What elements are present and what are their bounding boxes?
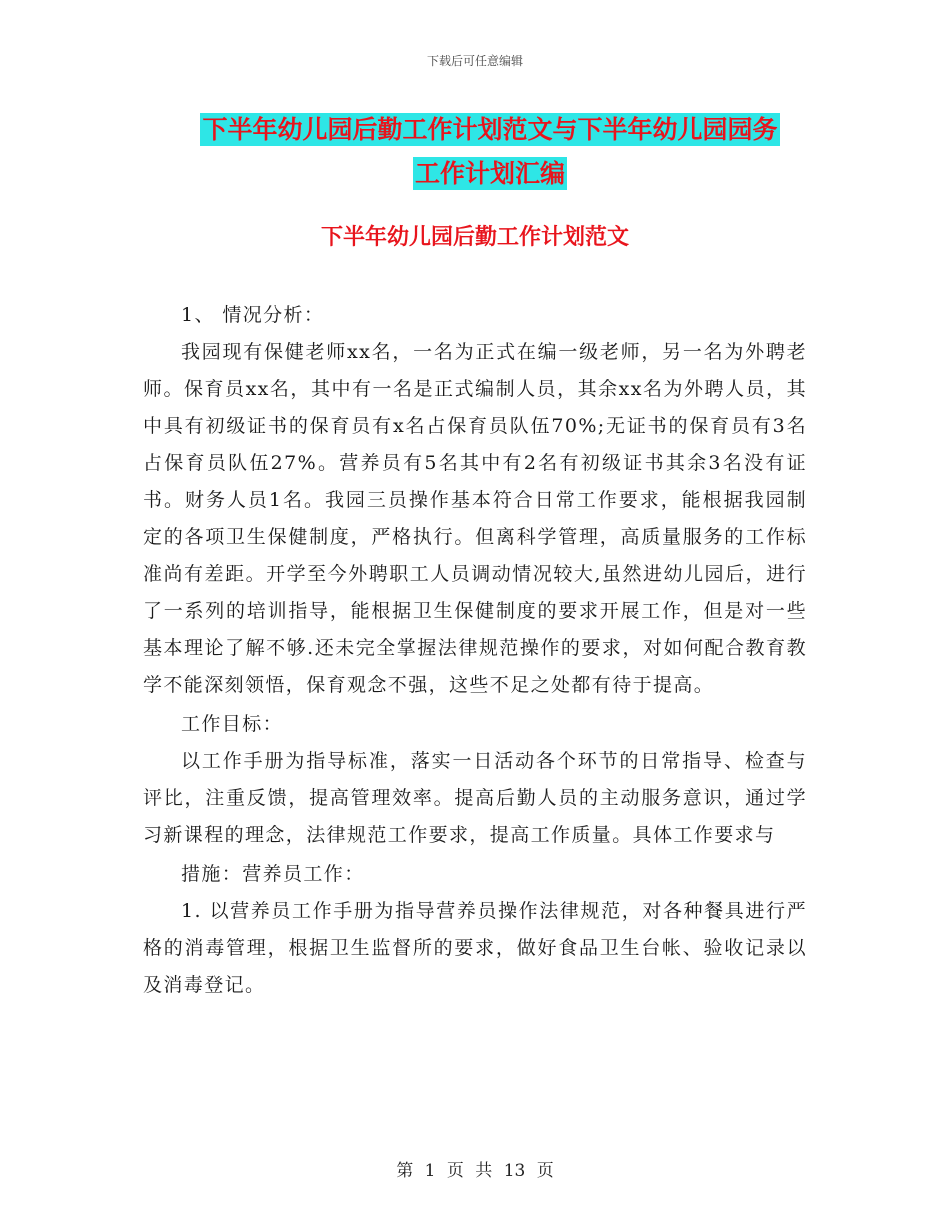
paragraph-goal-heading: 工作目标： bbox=[181, 713, 284, 735]
title-line-2: 工作计划汇编 bbox=[414, 159, 565, 188]
document-body bbox=[143, 297, 807, 1004]
paragraph-situation-heading: 1、 情况分析： bbox=[181, 304, 325, 326]
page-footer: 第 1 页 共 13 页 bbox=[396, 1161, 554, 1181]
paragraph-situation: 我园现有保健老师xx名，一名为正式在编一级老师，另一名为外聘老师。保育员xx名，其中有一名是正式编制人员，其余xx名为外聘人员，其中具有初级证书的保育员有x名占保育员队伍70%;无证书的保育员有3名占保育员队伍27%。营养员有5名其中有2名有初级证书其余3名没有证书。财务人员1名。我园三员操作基本符合日常工作要求，能根据我园制定的各项卫生保健制度，严格执行。但离科学管理，高质量服务的工作标准尚有差距。开学至今外聘职工人员调动情况较大,虽然进幼儿园后，进行了一系列的培训指导，能根据卫生保健制度的要求开展工作，但是对一些基本理论了解不够.还未完全掌握法律规范操作的要求，对如何配合教育教学不能深刻领悟，保育观念不强，这些不足之处都有待于提高。 bbox=[143, 341, 807, 696]
header-note: 下载后可任意编辑 bbox=[426, 54, 523, 68]
document-title bbox=[140, 108, 840, 196]
title-line-1: 下半年幼儿园后勤工作计划范文与下半年幼儿园园务 bbox=[202, 115, 778, 144]
section-title: 下半年幼儿园后勤工作计划范文 bbox=[320, 225, 629, 250]
paragraph-goal: 以工作手册为指导标准，落实一日活动各个环节的日常指导、检查与评比，注重反馈，提高管理效率。提高后勤人员的主动服务意识，通过学习新课程的理念，法律规范工作要求，提高工作质量。具体工作要求与 bbox=[143, 750, 807, 846]
paragraph-measure-1: 1. 以营养员工作手册为指导营养员操作法律规范，对各种餐具进行严格的消毒管理，根据卫生监督所的要求，做好食品卫生台帐、验收记录以及消毒登记。 bbox=[143, 900, 807, 996]
paragraph-measures-heading: 措施：营养员工作： bbox=[181, 863, 365, 885]
